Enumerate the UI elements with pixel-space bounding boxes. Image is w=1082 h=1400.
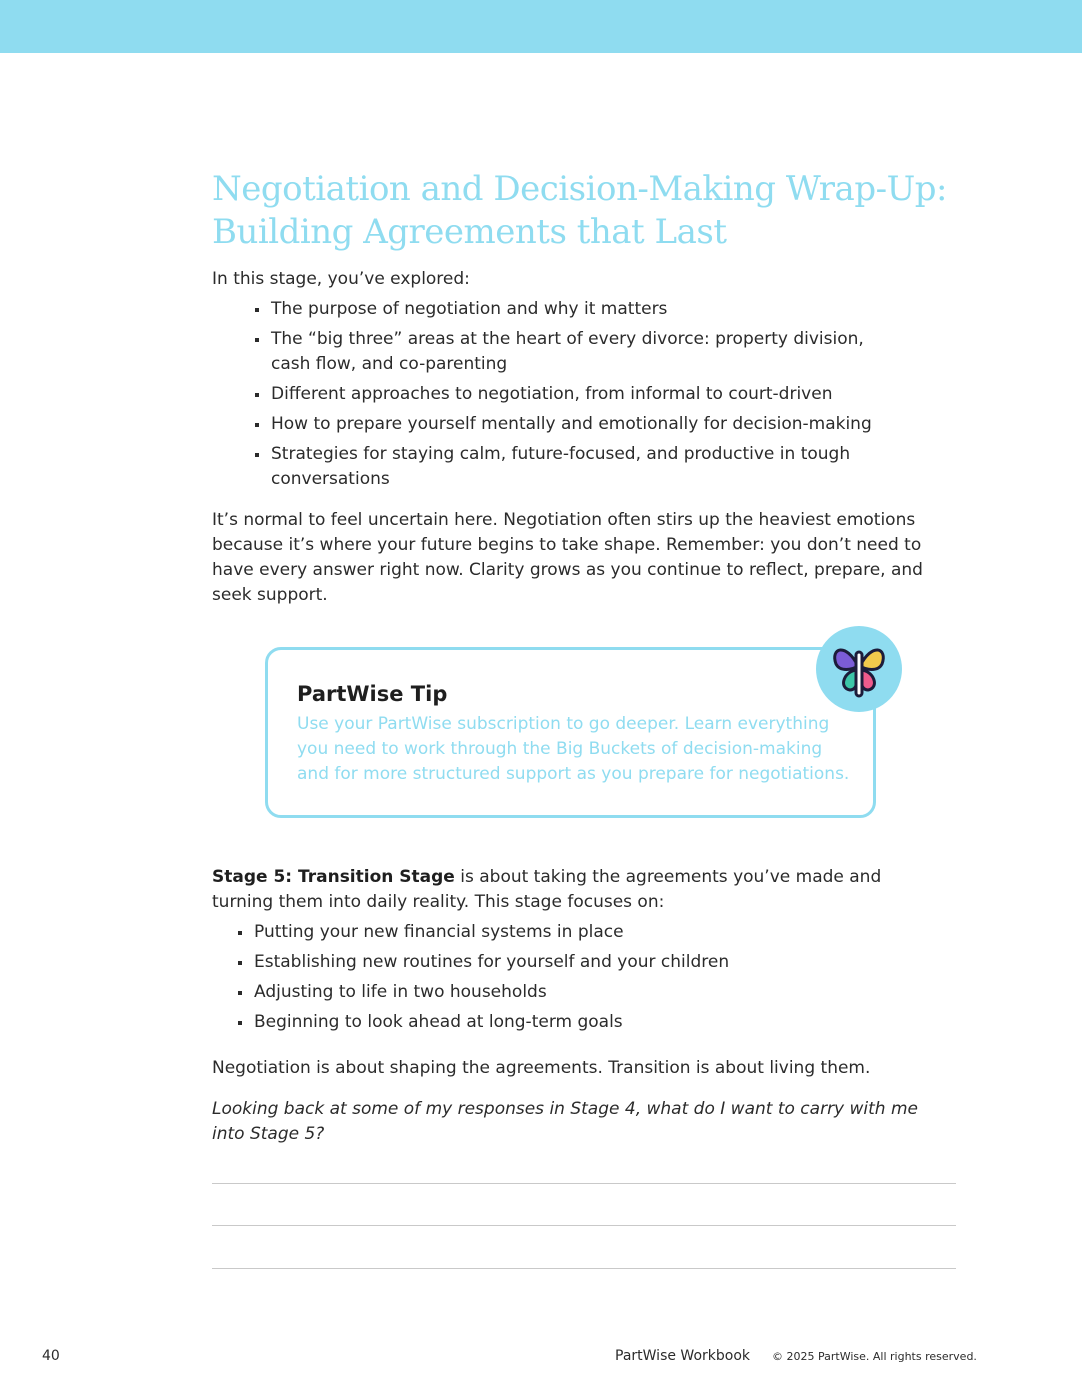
page-title-line-2: Building Agreements that Last (212, 212, 727, 252)
list-item: The purpose of negotiation and why it matters (255, 297, 895, 322)
list-item: Putting your new financial systems in place (238, 920, 918, 945)
reflection-prompt (212, 1097, 942, 1147)
list-item: How to prepare yourself mentally and emotionally for decision-making (255, 412, 895, 437)
tip-body: Use your PartWise subscription to go deeper. Learn everything you need to work through the Big Buckets of decision-making and for more structured support as you prepare for negotiations. (297, 714, 850, 784)
answer-line[interactable] (212, 1225, 956, 1226)
prompt-text: Looking back at some of my responses in Stage 4, what do I want to carry with me into Stage 5? (212, 1099, 919, 1144)
list-item: The “big three” areas at the heart of every divorce: property division, cash flow, and co-parenting (255, 327, 895, 377)
explored-list (255, 297, 895, 497)
answer-line[interactable] (212, 1268, 956, 1269)
partwise-butterfly-icon (816, 626, 902, 712)
summary-text: Negotiation is about shaping the agreements. Transition is about living them. (212, 1058, 871, 1078)
stage5-text: is about taking the agreements you’ve made and turning them into daily reality. This stage focuses on: (212, 867, 882, 912)
answer-line[interactable] (212, 1183, 956, 1184)
footer-copyright: © 2025 PartWise. All rights reserved. (772, 1350, 977, 1363)
tip-title: PartWise Tip (297, 682, 448, 706)
page-number: 40 (42, 1348, 60, 1364)
footer-brand: PartWise Workbook (615, 1348, 750, 1364)
list-item: Establishing new routines for yourself and your children (238, 950, 918, 975)
page-title-line-1: Negotiation and Decision-Making Wrap-Up: (212, 169, 947, 209)
header-band (0, 0, 1082, 53)
stage5-label: Stage 5: Transition Stage (212, 867, 455, 887)
stage5-paragraph (212, 865, 942, 915)
page-title (212, 168, 952, 254)
list-item: Different approaches to negotiation, from informal to court-driven (255, 382, 895, 407)
stage5-list (238, 920, 918, 1040)
list-item: Adjusting to life in two households (238, 980, 918, 1005)
reflection-paragraph: It’s normal to feel uncertain here. Negotiation often stirs up the heaviest emotions because it’s where your future begins to take shape. Remember: you don’t need to have every answer right now. Clarity grows as you continue to reflect, prepare, and seek support. (212, 510, 923, 605)
intro-text: In this stage, you’ve explored: (212, 269, 470, 289)
list-item: Beginning to look ahead at long-term goals (238, 1010, 918, 1035)
list-item: Strategies for staying calm, future-focused, and productive in tough conversations (255, 442, 895, 492)
